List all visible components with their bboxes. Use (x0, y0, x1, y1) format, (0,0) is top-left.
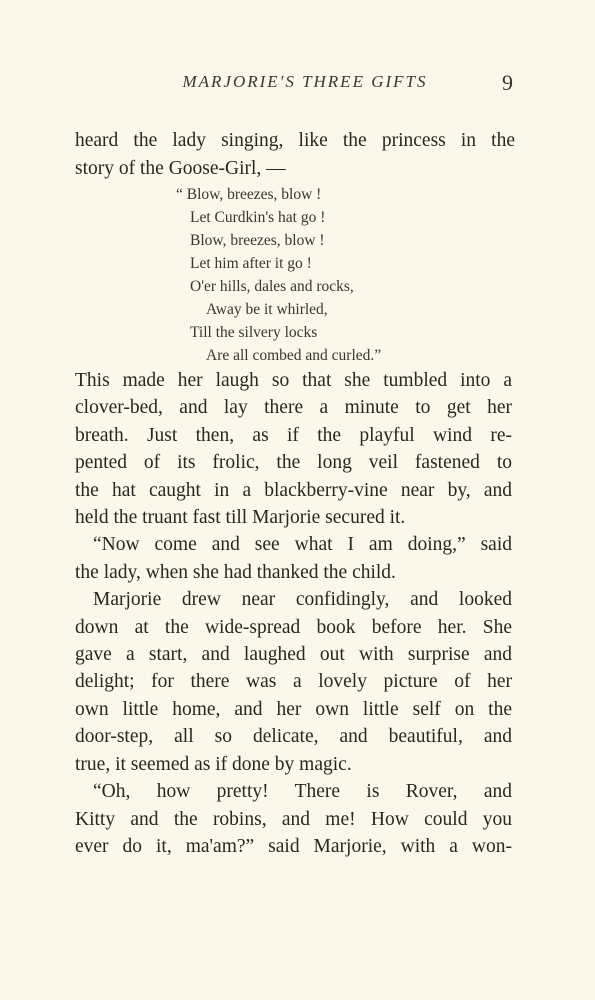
text-line: breath. Just then, as if the playful wind re- (75, 424, 512, 446)
verse-line: Let him after it go ! (190, 255, 312, 272)
text-line: pented of its frolic, the long veil fastened to (75, 452, 512, 474)
running-title: MARJORIE'S THREE GIFTS (182, 72, 428, 91)
text-line: Kitty and the robins, and me! How could you (75, 808, 512, 830)
text-line: This made her laugh so that she tumbled into a (75, 370, 512, 391)
text-line: down at the wide-spread book before her. She (75, 616, 512, 638)
verse-line: Are all combed and curled.” (206, 347, 382, 364)
body-text (75, 367, 512, 860)
verse-line: Let Curdkin's hat go ! (190, 209, 326, 226)
text-line: true, it seemed as if done by magic. (75, 753, 352, 775)
text-line: Marjorie drew near confidingly, and looked (93, 589, 512, 611)
text-line: heard the lady singing, like the princess in the (75, 130, 515, 151)
verse-block (176, 183, 381, 367)
text-line: door-step, all so delicate, and beautiful, and (75, 726, 512, 748)
verse-line: Till the silvery locks (190, 324, 318, 341)
verse-line: O'er hills, dales and rocks, (190, 278, 354, 295)
text-line: own little home, and her own little self on the (75, 698, 512, 720)
text-line: delight; for there was a lovely picture of her (75, 671, 512, 693)
verse-line: Away be it whirled, (206, 301, 328, 318)
text-line: clover-bed, and lay there a minute to get her (75, 397, 512, 419)
text-line: “Oh, how pretty! There is Rover, and (93, 781, 512, 803)
text-line: the hat caught in a blackberry-vine near by, and (75, 479, 512, 501)
text-line: “Now come and see what I am doing,” said (93, 534, 512, 556)
text-line: ever do it, ma'am?” said Marjorie, with a won- (75, 835, 512, 857)
text-line: held the truant fast till Marjorie secured it. (75, 507, 406, 529)
intro-paragraph (75, 127, 515, 182)
verse-line: “ Blow, breezes, blow ! (176, 186, 322, 203)
text-line: the lady, when she had thanked the child. (75, 561, 396, 583)
text-line: gave a start, and laughed out with surprise and (75, 644, 512, 666)
text-line: story of the Goose-Girl, — (75, 157, 286, 179)
page-number: 9 (502, 70, 513, 95)
verse-line: Blow, breezes, blow ! (190, 232, 325, 249)
